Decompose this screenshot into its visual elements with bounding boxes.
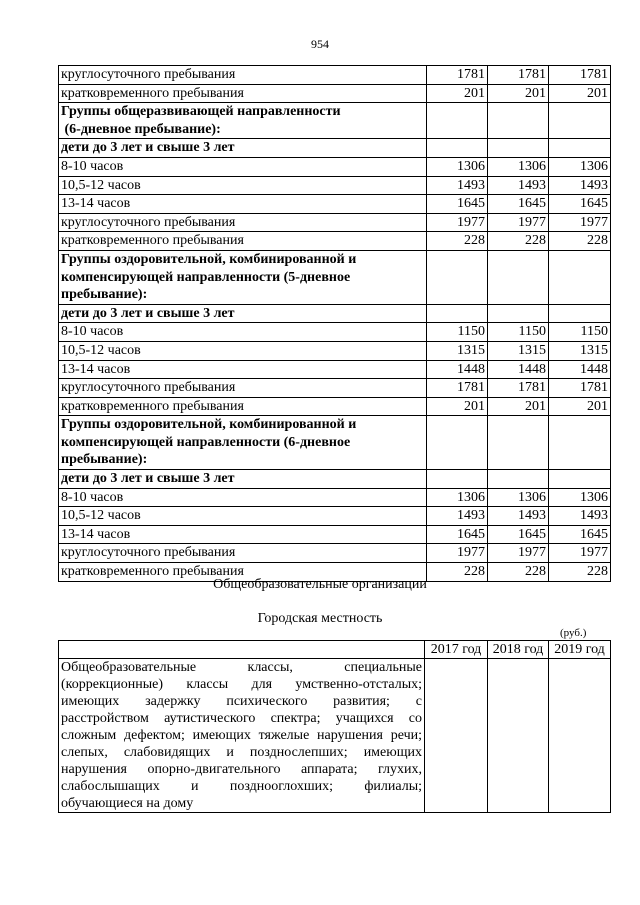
- value-cell: 1493: [549, 176, 611, 195]
- row-label: 8-10 часов: [59, 157, 427, 176]
- value-cell: [549, 416, 611, 470]
- table-row: [59, 103, 611, 139]
- value-cell: [427, 103, 488, 139]
- value-cell: 201: [488, 84, 549, 103]
- value-cell: 1493: [488, 507, 549, 526]
- value-cell: 1645: [427, 195, 488, 214]
- value-cell: [427, 139, 488, 158]
- group-heading: дети до 3 лет и свыше 3 лет: [59, 470, 427, 489]
- value-cell: 1493: [488, 176, 549, 195]
- table-row: [59, 232, 611, 251]
- group-heading: Группы оздоровительной, комбинированной и компенсирующей направленности (6-дневное пребывание):: [59, 416, 427, 470]
- row-label: 10,5-12 часов: [59, 341, 427, 360]
- value-cell: 1977: [488, 213, 549, 232]
- value-cell: [549, 304, 611, 323]
- value-cell: 1150: [427, 323, 488, 342]
- row-label: круглосуточного пребывания: [59, 66, 427, 85]
- value-cell: [488, 304, 549, 323]
- value-cell: 1448: [488, 360, 549, 379]
- value-cell: [488, 250, 549, 304]
- table-row: [59, 488, 611, 507]
- value-cell: [488, 103, 549, 139]
- section-title: Общеобразовательные организации: [213, 577, 427, 592]
- value-cell: 1977: [488, 544, 549, 563]
- value-cell: [427, 470, 488, 489]
- page-number: 954: [311, 37, 329, 51]
- value-cell: 1315: [488, 341, 549, 360]
- value-cell: 1493: [427, 176, 488, 195]
- value-2019: [549, 659, 611, 813]
- value-cell: 1448: [549, 360, 611, 379]
- value-2018: [488, 659, 549, 813]
- value-cell: 228: [488, 232, 549, 251]
- value-cell: 1977: [427, 544, 488, 563]
- value-cell: 1977: [549, 544, 611, 563]
- table-row: [59, 507, 611, 526]
- value-cell: [488, 470, 549, 489]
- table-row: [59, 525, 611, 544]
- value-cell: 1977: [427, 213, 488, 232]
- row-label: 13-14 часов: [59, 360, 427, 379]
- row-label: кратковременного пребывания: [59, 84, 427, 103]
- value-cell: 1306: [549, 488, 611, 507]
- row-label: 10,5-12 часов: [59, 507, 427, 526]
- row-label: 8-10 часов: [59, 323, 427, 342]
- value-cell: 1645: [427, 525, 488, 544]
- value-cell: 1645: [488, 525, 549, 544]
- value-cell: 228: [427, 563, 488, 582]
- value-cell: [549, 139, 611, 158]
- value-cell: 1781: [549, 66, 611, 85]
- table-row: [59, 544, 611, 563]
- value-cell: [427, 304, 488, 323]
- value-cell: 1306: [427, 488, 488, 507]
- value-cell: [488, 139, 549, 158]
- header-empty: [59, 641, 425, 659]
- row-label: кратковременного пребывания: [59, 563, 427, 582]
- table-row: [59, 379, 611, 398]
- value-cell: [427, 416, 488, 470]
- value-cell: 228: [488, 563, 549, 582]
- value-cell: 201: [488, 397, 549, 416]
- row-label: кратковременного пребывания: [59, 232, 427, 251]
- value-cell: 1781: [488, 66, 549, 85]
- table-row: [59, 213, 611, 232]
- value-cell: 1645: [549, 195, 611, 214]
- value-cell: 1493: [427, 507, 488, 526]
- value-cell: 1493: [549, 507, 611, 526]
- value-cell: 201: [549, 84, 611, 103]
- value-cell: 1306: [427, 157, 488, 176]
- table-row: [59, 139, 611, 158]
- row-label: 10,5-12 часов: [59, 176, 427, 195]
- value-cell: 1315: [549, 341, 611, 360]
- value-cell: [549, 250, 611, 304]
- table-row: [59, 341, 611, 360]
- group-heading: дети до 3 лет и свыше 3 лет: [59, 139, 427, 158]
- table-row: [59, 470, 611, 489]
- schools-table: [58, 640, 611, 813]
- value-cell: 201: [549, 397, 611, 416]
- value-cell: 201: [427, 397, 488, 416]
- row-label: круглосуточного пребывания: [59, 544, 427, 563]
- group-heading: Группы оздоровительной, комбинированной и компенсирующей направленности (5-дневное пребывание):: [59, 250, 427, 304]
- value-cell: 1781: [488, 379, 549, 398]
- value-cell: 1306: [488, 157, 549, 176]
- value-cell: 1645: [549, 525, 611, 544]
- table-row: [59, 397, 611, 416]
- value-cell: 1645: [488, 195, 549, 214]
- table-row: [59, 250, 611, 304]
- row-label: круглосуточного пребывания: [59, 379, 427, 398]
- value-cell: 1315: [427, 341, 488, 360]
- unit-label: (руб.): [560, 627, 587, 639]
- value-cell: 1977: [549, 213, 611, 232]
- row-label: 8-10 часов: [59, 488, 427, 507]
- table-row: [59, 323, 611, 342]
- subsection-title: Городская местность: [257, 611, 383, 626]
- value-cell: 228: [427, 232, 488, 251]
- table-row: [59, 84, 611, 103]
- table-row: [59, 304, 611, 323]
- table-row: [59, 176, 611, 195]
- row-label: кратковременного пребывания: [59, 397, 427, 416]
- value-cell: 201: [427, 84, 488, 103]
- value-cell: 1306: [488, 488, 549, 507]
- value-cell: 1448: [427, 360, 488, 379]
- header-2017: 2017 год: [425, 641, 488, 659]
- table-row: [59, 360, 611, 379]
- value-cell: 1781: [427, 66, 488, 85]
- value-cell: 228: [549, 232, 611, 251]
- value-cell: [427, 250, 488, 304]
- value-cell: 1150: [549, 323, 611, 342]
- value-cell: [549, 470, 611, 489]
- value-cell: [488, 416, 549, 470]
- row-label: Общеобразовательные классы, специальные (коррекционные) классы для умственно-отсталых; имеющих задержку психического развития; с расстройством аутистического спектра; учащихся со сложным дефектом; имеющих тяжелые нарушения речи; слепых, слабовидящих и позднослепших; имеющих нарушения опорно-двигательного аппарата; глухих, слабослышащих и позднооглохших; филиалы; обучающиеся на дому: [59, 659, 425, 813]
- group-heading: дети до 3 лет и свыше 3 лет: [59, 304, 427, 323]
- header-2018: 2018 год: [488, 641, 549, 659]
- header-row: [59, 641, 611, 659]
- table-row: [59, 416, 611, 470]
- value-cell: [549, 103, 611, 139]
- row-label: 13-14 часов: [59, 525, 427, 544]
- value-cell: 1306: [549, 157, 611, 176]
- header-2019: 2019 год: [549, 641, 611, 659]
- row-label: 13-14 часов: [59, 195, 427, 214]
- value-cell: 1781: [427, 379, 488, 398]
- table-row: [59, 659, 611, 813]
- value-2017: [425, 659, 488, 813]
- value-cell: 1781: [549, 379, 611, 398]
- table-row: [59, 66, 611, 85]
- row-label: круглосуточного пребывания: [59, 213, 427, 232]
- table-row: [59, 157, 611, 176]
- value-cell: 228: [549, 563, 611, 582]
- table-row: [59, 195, 611, 214]
- tariff-table: [58, 65, 611, 582]
- group-heading: Группы общеразвивающей направленности (6-дневное пребывание):: [59, 103, 427, 139]
- value-cell: 1150: [488, 323, 549, 342]
